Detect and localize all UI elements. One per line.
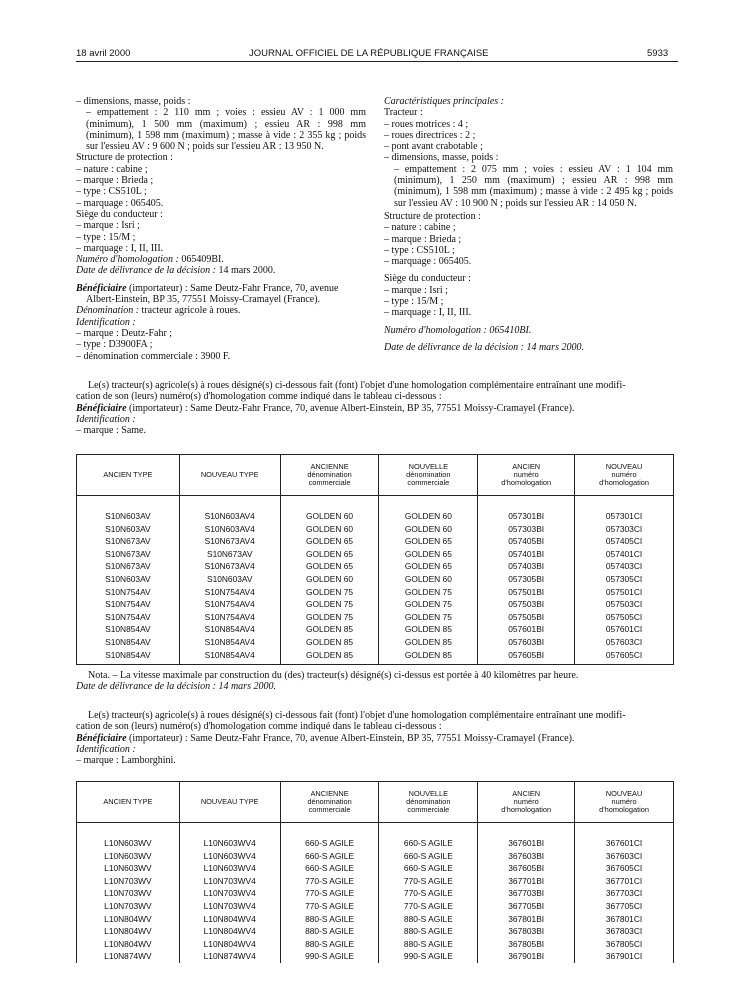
- right-line: – nature : cabine ;: [384, 222, 456, 234]
- table-cell: 057505BI: [478, 611, 575, 624]
- section2-intro-line1: Le(s) tracteur(s) agricole(s) à roues désigné(s) ci-dessous fait (font) l'objet d'une homologation complémentaire entraînant une modifi-: [88, 710, 626, 721]
- table-cell: 057303CI: [575, 523, 674, 536]
- table-cell: 057301BI: [478, 510, 575, 523]
- table-cell: L10N603WV4: [179, 837, 280, 850]
- table-cell: GOLDEN 75: [379, 586, 478, 599]
- table-row: [77, 510, 674, 523]
- table-cell: S10N673AV: [77, 548, 180, 561]
- right-heading: Caractéristiques principales :: [384, 96, 504, 107]
- column-header-line: ANCIENNE: [310, 789, 349, 798]
- table-cell: S10N603AV: [77, 523, 180, 536]
- table-cell: 057305CI: [575, 573, 674, 586]
- left-line: – type : D3900FA ;: [76, 339, 153, 351]
- table-cell: S10N754AV: [77, 586, 180, 599]
- section2-marque: – marque : Lamborghini.: [76, 755, 176, 767]
- column-header: [280, 455, 379, 496]
- table-cell: GOLDEN 60: [280, 510, 379, 523]
- column-header: [179, 782, 280, 823]
- table-cell: GOLDEN 60: [280, 573, 379, 586]
- right-line: – empattement : 2 075 mm ; voies : essieu AV : 1 104 mm (minimum), 1 250 mm (maximum) ; essieu AR : 998 mm (minimum), 1 598 mm (maximum) ; masse à vide : 2 495 kg ; poids sur l'essieu AV : 10 900 N ; poids sur l'essieu AR : 14 050 N.: [394, 163, 673, 209]
- table-cell: 057403BI: [478, 560, 575, 573]
- column-header: [77, 782, 180, 823]
- left-line: Structure de protection :: [76, 152, 173, 164]
- table-cell: GOLDEN 85: [280, 623, 379, 636]
- column-header-line: ANCIEN TYPE: [103, 470, 153, 479]
- spacer-cell: [77, 823, 180, 838]
- table-cell: S10N603AV: [77, 510, 180, 523]
- column-header-line: commerciale: [407, 478, 450, 487]
- table-cell: GOLDEN 75: [379, 611, 478, 624]
- table-cell: GOLDEN 65: [379, 548, 478, 561]
- table-cell: L10N804WV: [77, 938, 180, 951]
- left-line: – marque : Isri ;: [76, 220, 140, 232]
- left-line: Albert-Einstein, BP 35, 77551 Moissy-Cramayel (France).: [86, 294, 321, 306]
- column-header-line: d'homologation: [599, 805, 649, 814]
- table-row: [77, 548, 674, 561]
- table-cell: 057601CI: [575, 623, 674, 636]
- column-header: [478, 782, 575, 823]
- table-cell: S10N673AV4: [179, 560, 280, 573]
- table-cell: S10N754AV: [77, 611, 180, 624]
- table-cell: 880-S AGILE: [379, 925, 478, 938]
- section1-notes: [76, 670, 674, 693]
- table-cell: 367805BI: [478, 938, 575, 951]
- right-column: [384, 96, 673, 353]
- column-header-line: ANCIENNE: [310, 462, 349, 471]
- table-cell: 770-S AGILE: [379, 900, 478, 913]
- table-cell: L10N603WV: [77, 862, 180, 875]
- spacer-cell: [575, 823, 674, 838]
- table-cell: S10N754AV4: [179, 611, 280, 624]
- section1-nota: Nota. – La vitesse maximale par construction du (des) tracteur(s) désigné(s) ci-dessus est portée à 40 kilomètres par heure.: [88, 670, 579, 681]
- table-cell: 367901CI: [575, 950, 674, 963]
- column-header: [575, 782, 674, 823]
- table-cell: S10N854AV: [77, 649, 180, 665]
- table-cell: 057503CI: [575, 598, 674, 611]
- table-cell: 057405CI: [575, 535, 674, 548]
- homologation-table-same: [76, 454, 674, 665]
- table-cell: 367801BI: [478, 913, 575, 926]
- table-row: [77, 850, 674, 863]
- column-header-line: NOUVEAU TYPE: [200, 797, 259, 806]
- column-header-line: numéro: [611, 470, 637, 479]
- spacer-cell: [379, 496, 478, 511]
- table-cell: L10N703WV: [77, 875, 180, 888]
- table-cell: GOLDEN 65: [280, 560, 379, 573]
- table-cell: L10N703WV4: [179, 887, 280, 900]
- table-cell: S10N603AV: [77, 573, 180, 586]
- right-line: – roues directrices : 2 ;: [384, 129, 476, 141]
- spacer-cell: [280, 496, 379, 511]
- column-header-line: dénomination: [406, 470, 451, 479]
- table-row: [77, 862, 674, 875]
- column-header-line: dénomination: [307, 797, 352, 806]
- table-cell: 367603BI: [478, 850, 575, 863]
- table-header-row: [77, 455, 674, 496]
- right-line: – marque : Isri ;: [384, 284, 448, 296]
- table-cell: 057505CI: [575, 611, 674, 624]
- table-cell: S10N854AV: [77, 623, 180, 636]
- left-identification: Identification :: [76, 316, 136, 328]
- table-cell: 057501BI: [478, 586, 575, 599]
- left-line: – marque : Brieda ;: [76, 175, 154, 187]
- column-header-line: d'homologation: [501, 805, 552, 814]
- table-row: [77, 950, 674, 963]
- table-cell: 057603CI: [575, 636, 674, 649]
- table-cell: L10N804WV4: [179, 913, 280, 926]
- page-date: 18 avril 2000: [76, 48, 131, 59]
- right-line: – roues motrices : 4 ;: [384, 118, 469, 130]
- table-row: [77, 611, 674, 624]
- right-line: – dimensions, masse, poids :: [384, 152, 499, 164]
- column-header-line: NOUVEAU: [605, 462, 643, 471]
- table-cell: L10N703WV: [77, 900, 180, 913]
- column-header-line: NOUVEAU TYPE: [200, 470, 259, 479]
- column-header-line: dénomination: [406, 797, 451, 806]
- table-cell: S10N854AV4: [179, 623, 280, 636]
- table-cell: 367701BI: [478, 875, 575, 888]
- table-cell: S10N603AV4: [179, 510, 280, 523]
- table-cell: 367805CI: [575, 938, 674, 951]
- left-line: – nature : cabine ;: [76, 163, 148, 175]
- column-header: [77, 455, 180, 496]
- right-line: Siège du conducteur :: [384, 273, 471, 285]
- table-cell: GOLDEN 60: [280, 523, 379, 536]
- spacer-cell: [575, 496, 674, 511]
- left-date: Date de délivrance de la décision : 14 mars 2000.: [76, 265, 276, 277]
- table-cell: GOLDEN 60: [379, 510, 478, 523]
- table-cell: 057405BI: [478, 535, 575, 548]
- column-header-line: commerciale: [308, 478, 351, 487]
- table-cell: 770-S AGILE: [280, 887, 379, 900]
- table-cell: L10N804WV: [77, 925, 180, 938]
- spacer-cell: [280, 823, 379, 838]
- right-line: – marque : Brieda ;: [384, 233, 462, 245]
- section2-intro: [76, 710, 674, 766]
- right-line: – marquage : 065405.: [384, 256, 472, 268]
- right-line: – pont avant crabotable ;: [384, 141, 483, 153]
- table-cell: 990-S AGILE: [280, 950, 379, 963]
- section1-identification: Identification :: [76, 413, 136, 425]
- spacer-cell: [179, 823, 280, 838]
- table-cell: 367705CI: [575, 900, 674, 913]
- left-line: Siège du conducteur :: [76, 208, 163, 220]
- table-cell: GOLDEN 75: [280, 598, 379, 611]
- table-cell: L10N874WV4: [179, 950, 280, 963]
- column-header-line: numéro: [513, 470, 539, 479]
- spacer-cell: [77, 496, 180, 511]
- table-row: [77, 598, 674, 611]
- spacer-cell: [179, 496, 280, 511]
- table-cell: S10N673AV: [77, 560, 180, 573]
- table-cell: GOLDEN 85: [379, 623, 478, 636]
- table-row: [77, 875, 674, 888]
- table-cell: 660-S AGILE: [280, 850, 379, 863]
- table-row: [77, 586, 674, 599]
- table-cell: 057603BI: [478, 636, 575, 649]
- header-rule: [76, 61, 678, 62]
- table-cell: 660-S AGILE: [280, 837, 379, 850]
- column-header-line: commerciale: [407, 805, 450, 814]
- table-cell: L10N804WV4: [179, 938, 280, 951]
- column-header: [379, 455, 478, 496]
- table-cell: 660-S AGILE: [379, 837, 478, 850]
- table-cell: 880-S AGILE: [280, 925, 379, 938]
- table-cell: 770-S AGILE: [280, 900, 379, 913]
- column-header-line: numéro: [611, 797, 637, 806]
- table-cell: GOLDEN 60: [379, 573, 478, 586]
- section1-beneficiaire: Bénéficiaire (importateur) : Same Deutz-Fahr France, 70, avenue Albert-Einstein, BP 35, 77551 Moissy-Cramayel (France).: [76, 402, 575, 414]
- section2-beneficiaire: Bénéficiaire (importateur) : Same Deutz-Fahr France, 70, avenue Albert-Einstein, BP 35, 77551 Moissy-Cramayel (France).: [76, 732, 575, 744]
- table-cell: 880-S AGILE: [280, 913, 379, 926]
- table-cell: GOLDEN 65: [280, 548, 379, 561]
- right-date: Date de délivrance de la décision : 14 mars 2000.: [384, 341, 584, 353]
- right-line: Structure de protection :: [384, 210, 481, 222]
- table-cell: 057401CI: [575, 548, 674, 561]
- table-cell: GOLDEN 65: [280, 535, 379, 548]
- table-cell: 367603CI: [575, 850, 674, 863]
- section1-date: Date de délivrance de la décision : 14 mars 2000.: [76, 681, 276, 693]
- spacer-cell: [478, 496, 575, 511]
- table-cell: S10N603AV4: [179, 523, 280, 536]
- column-header-line: ANCIEN: [512, 789, 541, 798]
- column-header-line: numéro: [513, 797, 539, 806]
- column-header: [280, 782, 379, 823]
- column-header-line: NOUVELLE: [408, 462, 449, 471]
- table-cell: 367605BI: [478, 862, 575, 875]
- table-cell: 367601CI: [575, 837, 674, 850]
- column-header: [478, 455, 575, 496]
- column-header-line: ANCIEN: [512, 462, 541, 471]
- table-cell: L10N703WV4: [179, 875, 280, 888]
- left-denomination: Dénomination : tracteur agricole à roues.: [76, 305, 241, 317]
- column-header-line: ANCIEN TYPE: [103, 797, 153, 806]
- table-cell: 367801CI: [575, 913, 674, 926]
- table-cell: S10N854AV4: [179, 649, 280, 665]
- left-line: – marque : Deutz-Fahr ;: [76, 327, 173, 339]
- column-header-line: d'homologation: [599, 478, 649, 487]
- table-cell: S10N754AV4: [179, 586, 280, 599]
- left-line: – empattement : 2 110 mm ; voies : essieu AV : 1 000 mm (minimum), 1 500 mm (maximum) ; essieu AR : 998 mm (minimum), 1 598 mm (maximum) ; masse à vide : 2 355 kg ; poids sur l'essieu AV : 9 600 N ; poids sur l'essieu AR : 13 950 N.: [86, 107, 366, 153]
- table-cell: 057605BI: [478, 649, 575, 665]
- table-cell: 770-S AGILE: [280, 875, 379, 888]
- table-cell: L10N804WV4: [179, 925, 280, 938]
- table-cell: 367601BI: [478, 837, 575, 850]
- table-cell: 367803BI: [478, 925, 575, 938]
- left-beneficiaire: Bénéficiaire (importateur) : Same Deutz-Fahr France, 70, avenue: [76, 282, 339, 294]
- table-row: [77, 938, 674, 951]
- left-line: – marquage : I, II, III.: [76, 242, 164, 254]
- table-cell: L10N874WV: [77, 950, 180, 963]
- column-header-line: commerciale: [308, 805, 351, 814]
- table-row: [77, 523, 674, 536]
- table-cell: 660-S AGILE: [280, 862, 379, 875]
- table-row: [77, 837, 674, 850]
- table-cell: 367901BI: [478, 950, 575, 963]
- section1-intro-line2: cation de son (leurs) numéro(s) d'homologation comme indiqué dans le tableau ci-dessous :: [76, 391, 442, 403]
- table-row: [77, 560, 674, 573]
- table-cell: GOLDEN 65: [379, 535, 478, 548]
- table-cell: S10N754AV: [77, 598, 180, 611]
- table-cell: GOLDEN 75: [379, 598, 478, 611]
- table-cell: 057301CI: [575, 510, 674, 523]
- table-cell: L10N603WV4: [179, 862, 280, 875]
- right-line: – type : CS510L ;: [384, 244, 455, 256]
- table-cell: 057303BI: [478, 523, 575, 536]
- table-row: [77, 913, 674, 926]
- left-line: – type : 15/M ;: [76, 231, 136, 243]
- table-cell: 880-S AGILE: [379, 913, 478, 926]
- column-header: [575, 455, 674, 496]
- section1-intro-line1: Le(s) tracteur(s) agricole(s) à roues désigné(s) ci-dessous fait (font) l'objet d'une homologation complémentaire entraînant une modifi-: [88, 380, 626, 391]
- table-cell: GOLDEN 60: [379, 523, 478, 536]
- section2-intro-line2: cation de son (leurs) numéro(s) d'homologation comme indiqué dans le tableau ci-dessous :: [76, 721, 442, 733]
- table-cell: S10N673AV: [179, 548, 280, 561]
- table-cell: 057501CI: [575, 586, 674, 599]
- column-header-line: d'homologation: [501, 478, 552, 487]
- table-cell: 770-S AGILE: [379, 875, 478, 888]
- table-cell: L10N603WV4: [179, 850, 280, 863]
- table-cell: GOLDEN 85: [379, 636, 478, 649]
- table-cell: S10N603AV: [179, 573, 280, 586]
- table-row: [77, 649, 674, 665]
- table-cell: 367605CI: [575, 862, 674, 875]
- table-cell: 770-S AGILE: [379, 887, 478, 900]
- section1-marque: – marque : Same.: [76, 425, 146, 437]
- column-header: [179, 455, 280, 496]
- page-number: 5933: [647, 48, 669, 59]
- table-cell: GOLDEN 85: [379, 649, 478, 665]
- table-cell: 367703BI: [478, 887, 575, 900]
- table-cell: GOLDEN 75: [280, 586, 379, 599]
- left-line: – dénomination commerciale : 3900 F.: [76, 350, 231, 362]
- column-header: [379, 782, 478, 823]
- table-row: [77, 900, 674, 913]
- table-cell: 057601BI: [478, 623, 575, 636]
- spacer-cell: [379, 823, 478, 838]
- table-cell: S10N754AV4: [179, 598, 280, 611]
- table-cell: 660-S AGILE: [379, 862, 478, 875]
- right-line: – marquage : I, II, III.: [384, 307, 472, 319]
- table-cell: L10N703WV: [77, 887, 180, 900]
- table-cell: GOLDEN 65: [379, 560, 478, 573]
- table-row: [77, 925, 674, 938]
- section1-intro: [76, 380, 674, 436]
- column-header-line: dénomination: [307, 470, 352, 479]
- section2-identification: Identification :: [76, 743, 136, 755]
- table-cell: 660-S AGILE: [379, 850, 478, 863]
- table-cell: 880-S AGILE: [280, 938, 379, 951]
- left-homologation: Numéro d'homologation : 065409BI.: [76, 254, 224, 266]
- table-cell: 367701CI: [575, 875, 674, 888]
- table-cell: L10N603WV: [77, 850, 180, 863]
- table-cell: 057403CI: [575, 560, 674, 573]
- table-cell: 990-S AGILE: [379, 950, 478, 963]
- table-header-row: [77, 782, 674, 823]
- table-cell: 367705BI: [478, 900, 575, 913]
- table-cell: S10N854AV4: [179, 636, 280, 649]
- table-row: [77, 636, 674, 649]
- column-header-line: NOUVEAU: [605, 789, 643, 798]
- table-cell: 367803CI: [575, 925, 674, 938]
- table-cell: L10N603WV: [77, 837, 180, 850]
- left-line: – marquage : 065405.: [76, 197, 164, 209]
- homologation-table-lamborghini: [76, 781, 674, 963]
- table-cell: 057503BI: [478, 598, 575, 611]
- right-line: – type : 15/M ;: [384, 296, 444, 308]
- column-header-line: NOUVELLE: [408, 789, 449, 798]
- table-row: [77, 573, 674, 586]
- left-column: [76, 96, 366, 362]
- table-cell: GOLDEN 85: [280, 649, 379, 665]
- table-cell: S10N854AV: [77, 636, 180, 649]
- left-line: – type : CS510L ;: [76, 186, 147, 198]
- table-cell: L10N804WV: [77, 913, 180, 926]
- table-cell: GOLDEN 85: [280, 636, 379, 649]
- right-line: Tracteur :: [384, 107, 423, 119]
- table-cell: S10N673AV: [77, 535, 180, 548]
- table-cell: 367703CI: [575, 887, 674, 900]
- table-cell: 057401BI: [478, 548, 575, 561]
- table-cell: 880-S AGILE: [379, 938, 478, 951]
- left-line: – dimensions, masse, poids :: [76, 96, 191, 107]
- table-cell: S10N673AV4: [179, 535, 280, 548]
- table-cell: L10N703WV4: [179, 900, 280, 913]
- table-row: [77, 623, 674, 636]
- journal-title: JOURNAL OFFICIEL DE LA RÉPUBLIQUE FRANÇAISE: [249, 48, 489, 59]
- table-cell: 057605CI: [575, 649, 674, 665]
- table-row: [77, 535, 674, 548]
- right-homologation: Numéro d'homologation : 065410BI.: [384, 324, 532, 336]
- table-cell: 057305BI: [478, 573, 575, 586]
- table-row: [77, 887, 674, 900]
- table-cell: GOLDEN 75: [280, 611, 379, 624]
- spacer-cell: [478, 823, 575, 838]
